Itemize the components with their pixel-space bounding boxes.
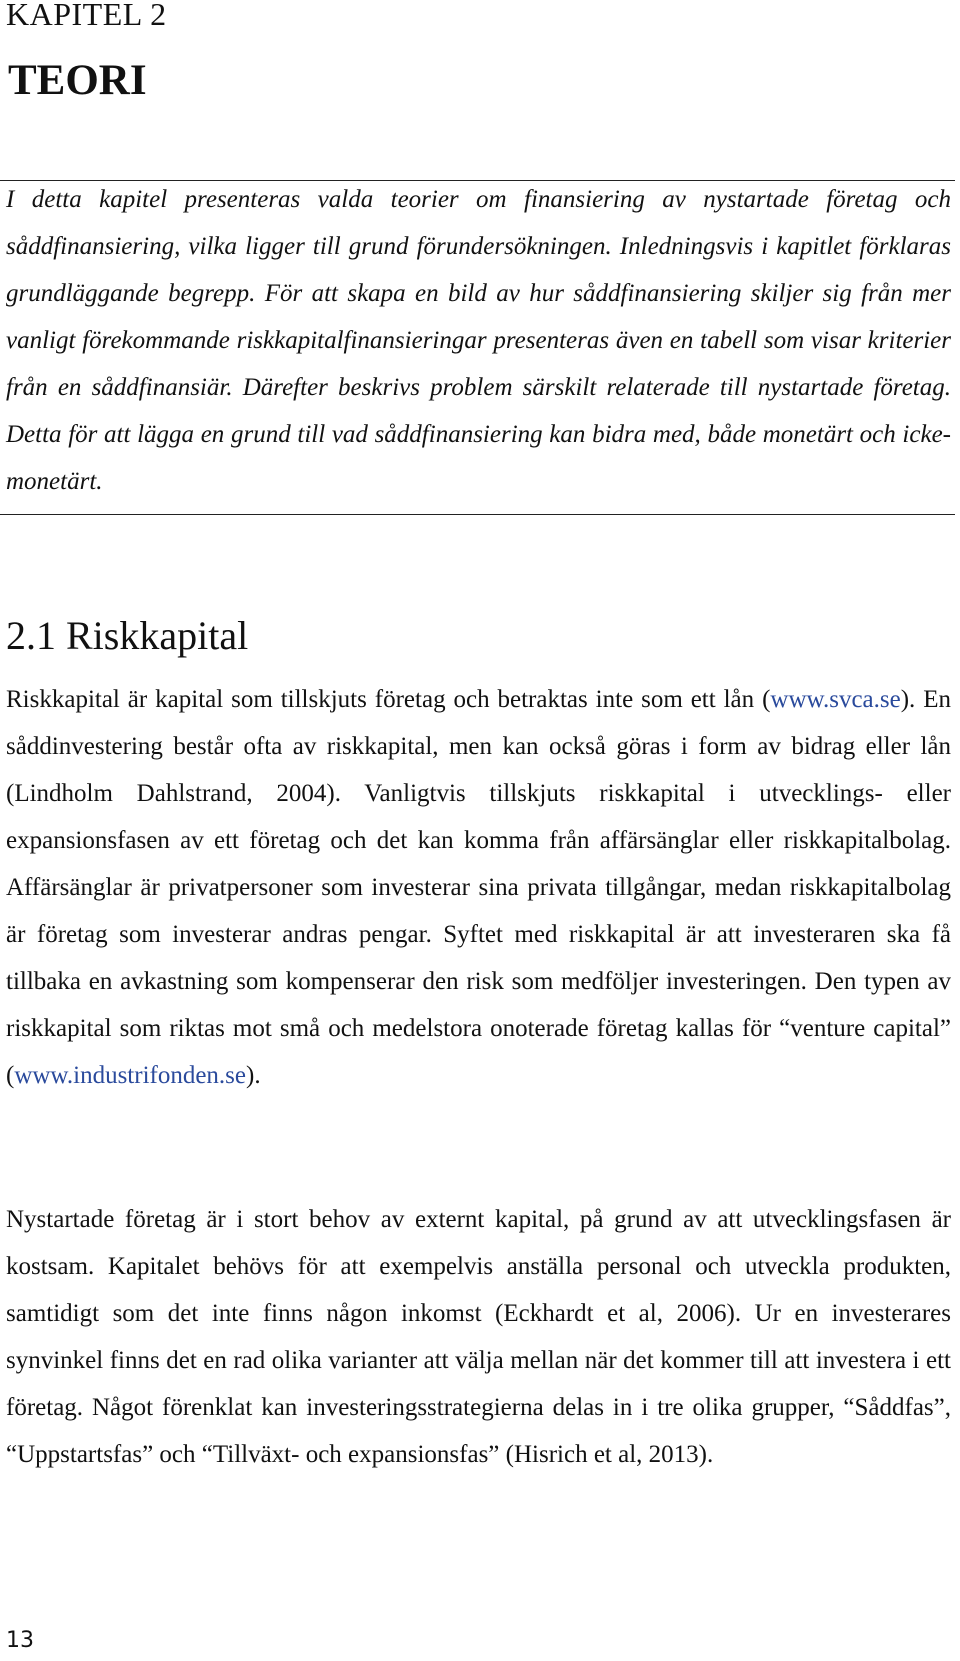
page-number: 13 (6, 1628, 34, 1653)
paragraph-text: ). En såddinvestering består ofta av riskkapital, men kan också göras i form av bidrag eller lån (Lindholm Dahlstrand, 2004). Vanligtvis tillskjuts riskkapital i utvecklings- eller expansionsfasen av ett företag och det kan komma från affärsänglar eller riskkapitalbolag. Affärsänglar är privatpersoner som investerar sina privata tillgångar, medan riskkapitalbolag är företag som investerar andras pengar. Syftet med riskkapital är att investeraren ska få tillbaka en avkastning som kompenserar den risk som medföljer investeringen. Den typen av riskkapital som riktas mot små och medelstora onoterade företag kallas för “venture capital” ( (6, 686, 951, 1089)
link-svca[interactable]: www.svca.se (770, 686, 901, 713)
paragraph-riskkapital-definition (6, 676, 951, 1099)
paragraph-startup-capital: Nystartade företag är i stort behov av externt kapital, på grund av att utvecklingsfasen är kostsam. Kapitalet behövs för att exempelvis anställa personal och utveckla produkten, samtidigt som det inte finns någon inkomst (Eckhardt et al, 2006). Ur en investerares synvinkel finns det en rad olika varianter att välja mellan när det kommer till att investera i ett företag. Något förenklat kan investeringsstrategierna delas in i tre olika grupper, “Såddfas”, “Uppstartsfas” och “Tillväxt- och expansionsfas” (Hisrich et al, 2013). (6, 1206, 951, 1468)
link-industrifonden[interactable]: www.industrifonden.se (14, 1062, 247, 1089)
chapter-title: TEORI (8, 57, 147, 104)
paragraph-text: ). (246, 1062, 261, 1089)
bottom-divider (0, 514, 955, 515)
chapter-abstract: I detta kapitel presenteras valda teorier om finansiering av nystartade företag och såddfinansiering, vilka ligger till grund förundersökningen. Inledningsvis i kapitlet förklaras grundläggande begrepp. För att skapa en bild av hur såddfinansiering skiljer sig från mer vanligt förekommande riskkapitalfinansieringar presenteras även en tabell som visar kriterier från en såddfinansiär. Därefter beskrivs problem särskilt relaterade till nystartade företag. Detta för att lägga en grund till vad såddfinansiering kan bidra med, både monetärt och icke-monetärt. (6, 186, 951, 495)
paragraph-text: Riskkapital är kapital som tillskjuts företag och betraktas inte som ett lån ( (6, 686, 771, 713)
chapter-label: KAPITEL 2 (6, 0, 167, 32)
section-heading: 2.1 Riskkapital (6, 613, 249, 658)
